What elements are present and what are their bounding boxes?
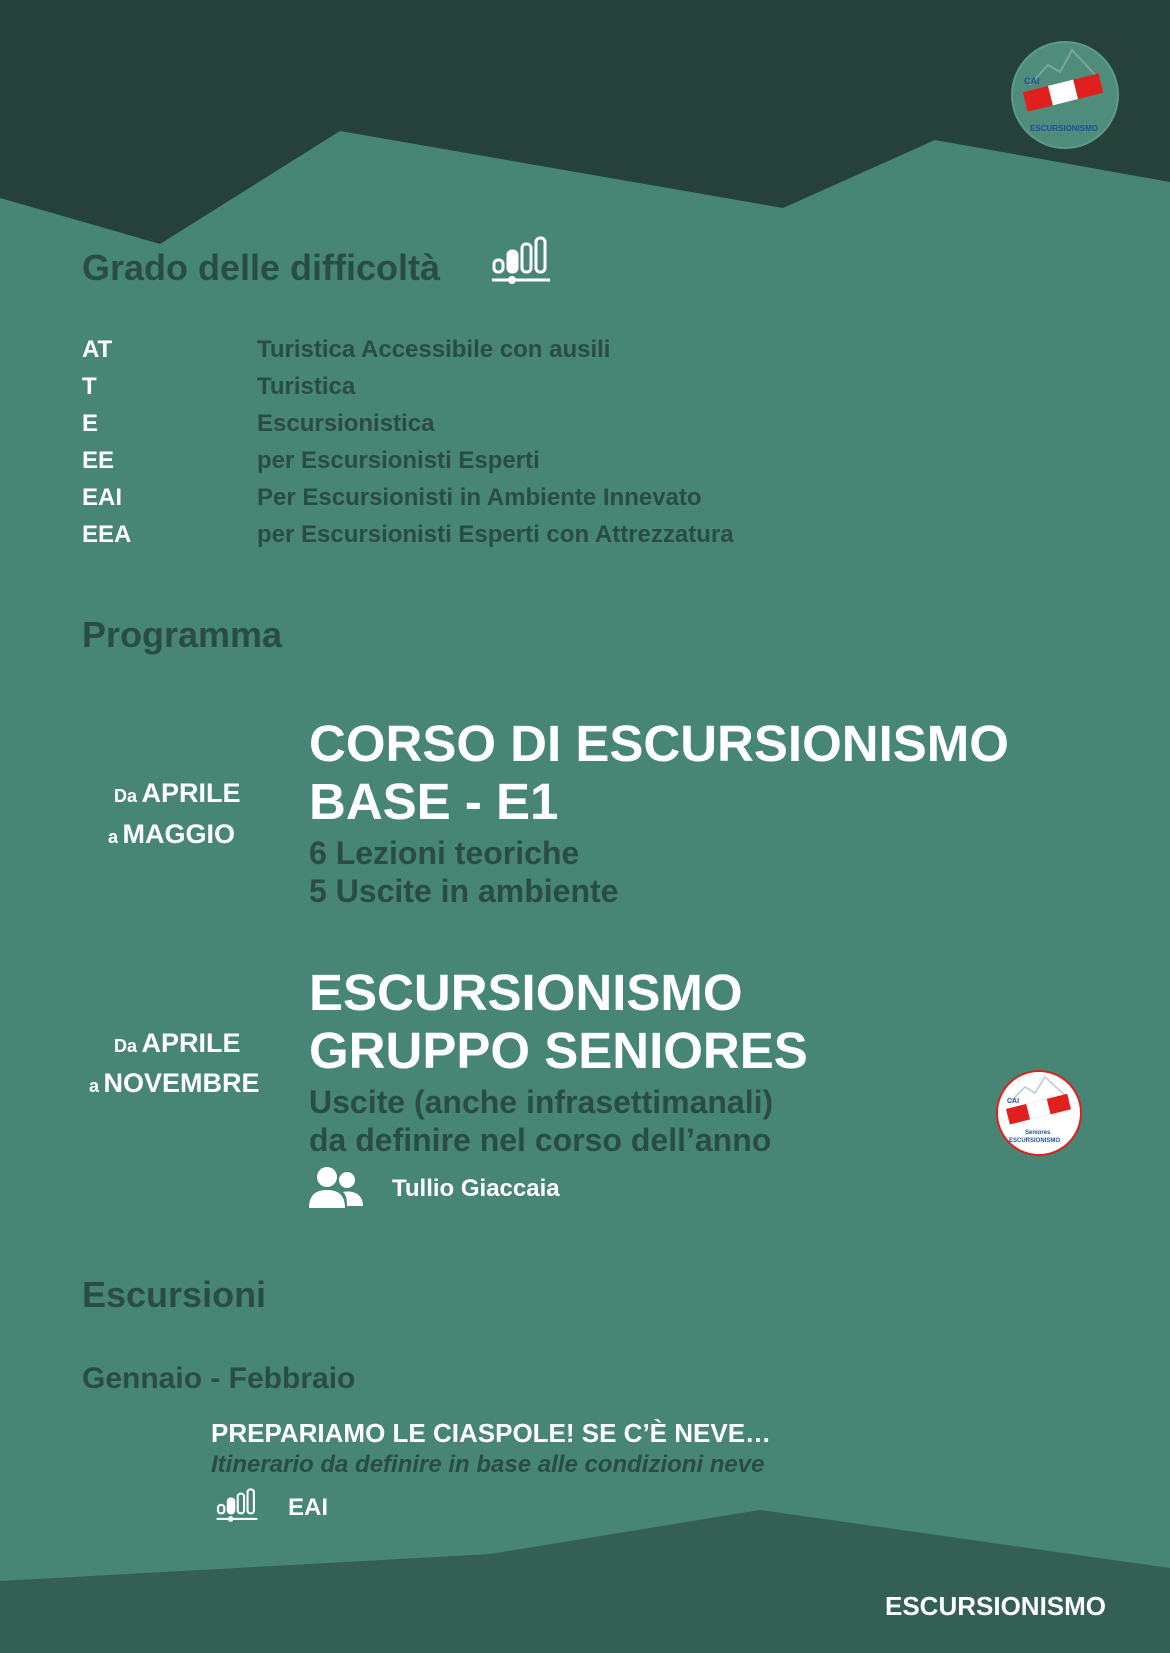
course2-sub-line1: Uscite (anche infrasettimanali) (309, 1084, 774, 1120)
escursioni-period: Gennaio - Febbraio (82, 1362, 356, 1395)
course1-sub-line1: 6 Lezioni teoriche (309, 835, 580, 871)
course2-title-line1: ESCURSIONISMO (309, 964, 743, 1021)
course1-period-to (108, 819, 235, 850)
difficulty-bars-icon (490, 236, 552, 290)
course1-title-line2: BASE - E1 (309, 773, 559, 830)
cai-seniores-logo (995, 1069, 1083, 1157)
difficulty-code-e: E (82, 410, 99, 437)
svg-text:CAI: CAI (1024, 76, 1040, 86)
difficulty-code-at: AT (82, 336, 113, 363)
difficulty-desc-t: Turistica (257, 373, 356, 400)
svg-text:Seniores: Seniores (1025, 1130, 1051, 1136)
course2-to-month: NOVEMBRE (103, 1068, 260, 1098)
event-title: PREPARIAMO LE CIASPOLE! SE C’È NEVE… (211, 1418, 772, 1448)
difficulty-code-eea: EEA (82, 521, 132, 548)
escursioni-title: Escursioni (82, 1274, 267, 1315)
difficulty-code-eai: EAI (82, 484, 123, 511)
course1-from-month: APRILE (141, 778, 241, 808)
course2-contact-name: Tullio Giaccaia (392, 1175, 560, 1202)
difficulty-desc-eai: Per Escursionisti in Ambiente Innevato (257, 484, 702, 511)
difficulty-code-ee: EE (82, 447, 115, 474)
difficulty-desc-ee: per Escursionisti Esperti (257, 447, 540, 474)
course1-period-from (114, 778, 240, 809)
difficulty-desc-eea: per Escursionisti Esperti con Attrezzatura (257, 521, 734, 548)
course2-title-line2: GRUPPO SENIORES (309, 1022, 808, 1079)
difficulty-desc-e: Escursionistica (257, 410, 435, 437)
course1-to-month: MAGGIO (122, 819, 235, 849)
svg-text:ESCURSIONISMO: ESCURSIONISMO (1030, 124, 1099, 133)
course1-sub-line2: 5 Uscite in ambiente (309, 873, 619, 909)
event-note: Itinerario da definire in base alle condizioni neve (211, 1451, 765, 1478)
svg-text:ESCURSIONISMO: ESCURSIONISMO (1009, 1138, 1061, 1144)
course1-title-line1: CORSO DI ESCURSIONISMO (309, 715, 1009, 772)
course1-from-prefix: Da (114, 786, 138, 806)
footer-label: ESCURSIONISMO (885, 1591, 1107, 1621)
course2-to-prefix: a (89, 1076, 100, 1096)
course2-from-month: APRILE (141, 1028, 241, 1058)
difficulty-title: Grado delle difficoltà (82, 247, 441, 288)
course2-from-prefix: Da (114, 1036, 138, 1056)
event-difficulty-icon (215, 1488, 259, 1526)
cai-escursionismo-logo (1010, 40, 1120, 150)
course2-period-to (89, 1068, 259, 1099)
difficulty-desc-at: Turistica Accessibile con ausili (257, 336, 611, 363)
course2-sub-line2: da definire nel corso dell’anno (309, 1122, 772, 1158)
group-icon (309, 1166, 363, 1210)
difficulty-code-t: T (82, 373, 97, 400)
programma-title: Programma (82, 614, 283, 655)
course2-period-from (114, 1028, 240, 1059)
course1-to-prefix: a (108, 827, 119, 847)
svg-text:CAI: CAI (1007, 1098, 1020, 1105)
event-grade: EAI (288, 1494, 329, 1521)
